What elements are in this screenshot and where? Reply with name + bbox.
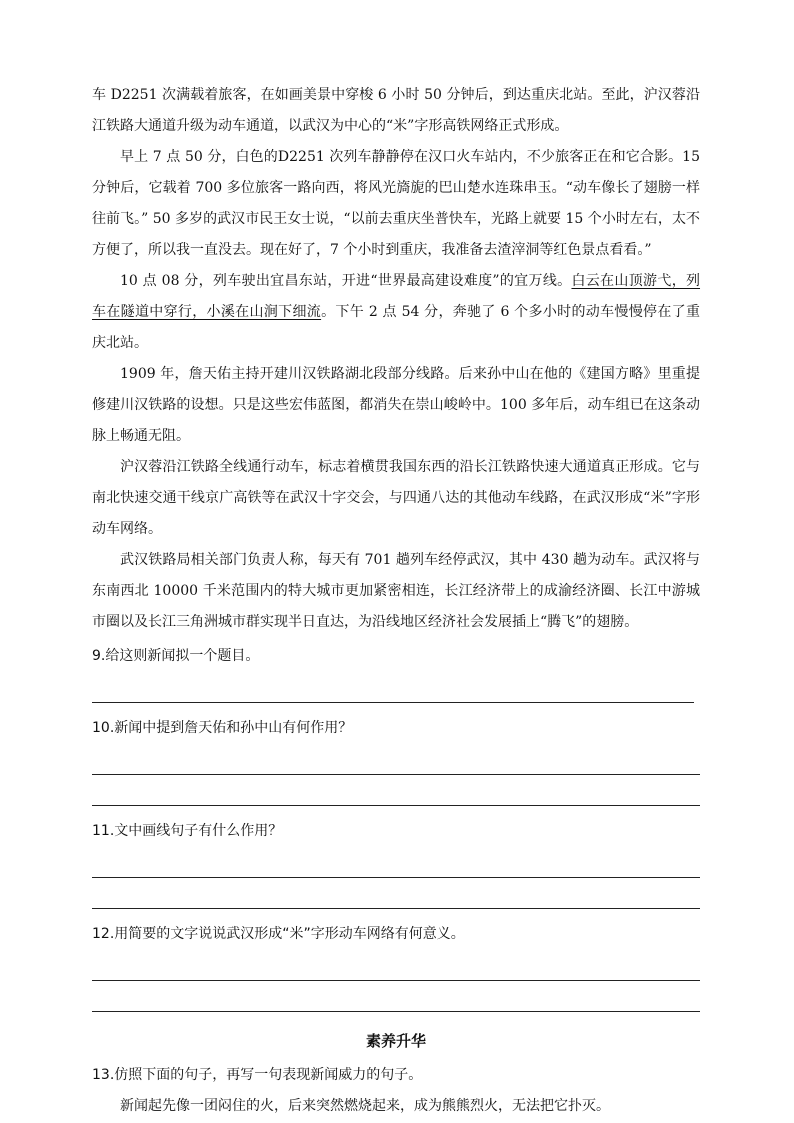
- question-13: 13.仿照下面的句子，再写一句表现新闻威力的句子。: [92, 1067, 423, 1083]
- paragraph-1: 车 D2251 次满载着旅客，在如画美景中穿梭 6 小时 50 分钟后，到达重庆北站。至此，沪汉蓉沿江铁路大通道升级为动车通道，以武汉为中心的“米”字形高铁网络正式形成。: [92, 87, 700, 134]
- paragraph-3: [92, 266, 700, 359]
- question-13-example: 新闻起先像一团闷住的火，后来突然燃烧起来，成为熊熊烈火，无法把它扑灭。: [120, 1098, 610, 1114]
- answer-line-11b[interactable]: [92, 878, 700, 909]
- answer-line-10a[interactable]: [92, 744, 700, 775]
- answer-line-10b[interactable]: [92, 775, 700, 806]
- answer-line-11a[interactable]: [92, 847, 700, 878]
- paragraph-5: 沪汉蓉沿江铁路全线通行动车，标志着横贯我国东西的沿长江铁路快速大通道真正形成。它与南北快速交通干线京广高铁等在武汉十字交会，与四通八达的其他动车线路，在武汉形成“米”字形动车网络。: [92, 459, 700, 537]
- answer-line-12a[interactable]: [92, 950, 700, 981]
- question-11: 11.文中画线句子有什么作用？: [92, 823, 283, 839]
- section-title: 素养升华: [365, 1032, 426, 1050]
- underlined-sentence: 白云在山顶游弋，列车在隧道中穿行，小溪在山涧下细流: [92, 273, 701, 320]
- question-10: 10.新闻中提到詹天佑和孙中山有何作用？: [92, 720, 353, 736]
- question-9: 9.给这则新闻拟一个题目。: [92, 648, 260, 664]
- paragraph-4: 1909 年，詹天佑主持开建川汉铁路湖北段部分线路。后来孙中山在他的《建国方略》里重提修建川汉铁路的设想。只是这些宏伟蓝图，都消失在崇山峻岭中。100 多年后，动车组已在这条动脉上畅通无阻。: [92, 366, 700, 444]
- paragraph-2: 早上 7 点 50 分，白色的D2251 次列车静静停在汉口火车站内，不少旅客正在和它合影。15 分钟后，它载着 700 多位旅客一路向西，将风光旖旎的巴山楚水连珠串玉。“动车像长了翅膀一样往前飞。” 50 多岁的武汉市民王女士说，“以前去重庆坐普快车，光路上就要 15 个小时左右，太不方便了，所以我一直没去。现在好了，7 个小时到重庆，我准备去渣滓洞等红色景点看看。”: [92, 149, 700, 258]
- answer-line-12b[interactable]: [92, 981, 700, 1012]
- paragraph-3-end: 。下午 2 点 54 分，奔驰了 6 个多小时的动车慢慢停在了重庆北站。: [92, 304, 700, 351]
- answer-line-9[interactable]: [92, 672, 694, 703]
- question-12: 12.用简要的文字说说武汉形成“米”字形动车网络有何意义。: [92, 926, 465, 942]
- paragraph-6: 武汉铁路局相关部门负责人称，每天有 701 趟列车经停武汉，其中 430 趟为动车。武汉将与东南西北 10000 千米范围内的特大城市更加紧密相连，长江经济带上的成渝经济圈、长江中游城市圈以及长江三角洲城市群实现半日直达，为沿线地区经济社会发展插上“腾飞”的翅膀。: [92, 552, 700, 630]
- paragraph-3-start: 10 点 08 分，列车驶出宜昌东站，开进“世界最高建设难度”的宜万线。: [120, 273, 572, 289]
